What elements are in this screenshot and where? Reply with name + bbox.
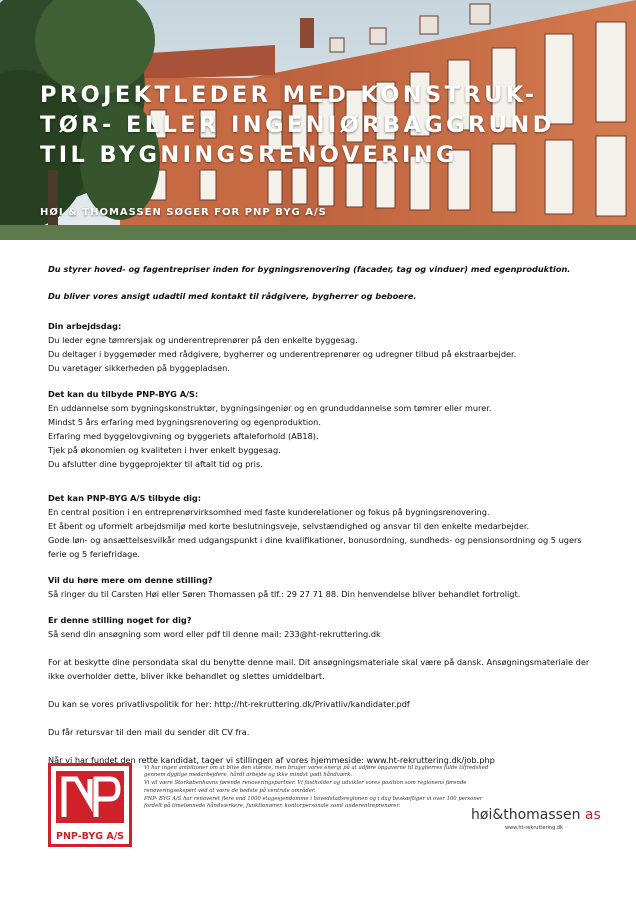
company-text-line: Vi har ingen ambitioner om at blive den største, men bruger vores energi på at udføre opgaverne til bygherres fulde tilfredshed gennem dygtige medarbejdere, hårdt arbejde og ikke mindst godt håndværk. xyxy=(144,765,489,779)
ht-logo-url: www.ht-rekruttering.dk xyxy=(505,825,563,831)
section-line: Så send din ansøgning som word eller pdf til denne mail: 233@ht-rekruttering.dk xyxy=(48,629,381,639)
company-text-line: PNP- BYG A/S har renoveret flere end 1000 etageejendomme i hovedstadsregionen og i dag beskæftiger vi over 100 personer fordelt på timelønnede håndværkere, funktionærer, kontorpersonale samt underentreprenører. xyxy=(144,795,483,810)
privacy-note: For at beskytte dine persondata skal du benytte denne mail. Dit ansøgningsmateriale skal være på dansk. Ansøgningsmateriale der ikke overholder dette, bliver ikke behandlet og slettes umiddelbart. xyxy=(48,657,590,681)
section-requirements xyxy=(48,387,598,471)
company-description xyxy=(144,765,489,811)
section-heading: Er denne stilling noget for dig? xyxy=(48,615,192,625)
section-line: En central position i en entreprenørvirksomhed med faste kunderelationer og fokus på bygningsrenovering. xyxy=(48,507,490,517)
page-title xyxy=(40,80,600,170)
section-offer xyxy=(48,491,598,561)
section-line: Du afslutter dine byggeprojekter til aftalt tid og pris. xyxy=(48,459,263,469)
section-line: Tjek på økonomien og kvaliteten i hver enkelt byggesag. xyxy=(48,445,281,455)
section-workday xyxy=(48,319,598,375)
section-line: Erfaring med byggelovgivning og byggeriets aftaleforhold (AB18). xyxy=(48,431,319,441)
title-line: TØR- ELLER INGENIØRBAGGRUND xyxy=(40,112,555,138)
ht-rekruttering-logo xyxy=(471,807,611,831)
section-line: Gode løn- og ansættelsesvilkår med udgangspunkt i dine kvalifikationer, bonusordning, sundheds- og pensionsordning og 5 ugers ferie og 5 feriefridage. xyxy=(48,535,582,559)
company-text-line: Vi vil være Storkøbenhavns førende renoveringspartner. Vi fastholder og udvikler vores position som regionens førende renoveringsekspert ved at være de bedste på centrale områder. xyxy=(144,780,467,794)
section-heading: Vil du høre mere om denne stilling? xyxy=(48,575,213,585)
section-line: Så ringer du til Carsten Høi eller Søren Thomassen på tlf.: 29 27 71 88. Din henvendelse bliver behandlet fortroligt. xyxy=(48,589,521,599)
section-line: Du varetager sikkerheden på byggepladsen. xyxy=(48,363,230,373)
section-line: Mindst 5 års erfaring med bygningsrenovering og egenproduktion. xyxy=(48,417,321,427)
section-heading: Det kan PNP-BYG A/S tilbyde dig: xyxy=(48,493,202,503)
pnp-logo-icon xyxy=(48,763,132,847)
section-contact xyxy=(48,573,598,601)
section-line: En uddannelse som bygningskonstruktør, bygningsingeniør og en grunduddannelse som tømrer eller murer. xyxy=(48,403,492,413)
section-line: Et åbent og uformelt arbejdsmiljø med korte beslutningsveje, selvstændighed og ansvar til den enkelte medarbejder. xyxy=(48,521,530,531)
hero-banner xyxy=(0,0,636,240)
pnp-byg-logo xyxy=(48,763,132,847)
reply-note: Du får retursvar til den mail du sender dit CV fra. xyxy=(48,727,250,737)
title-line: TIL BYGNINGSRENOVERING xyxy=(40,142,458,168)
section-line: Du deltager i byggemøder med rådgivere, bygherrer og underentreprenører og udregner tilbud på ekstraarbejder. xyxy=(48,349,517,359)
section-heading: Din arbejdsdag: xyxy=(48,321,122,331)
intro-line: Du bliver vores ansigt udadtil med kontakt til rådgivere, bygherrer og beboere. xyxy=(48,291,417,301)
intro-line: Du styrer hoved- og fagentrepriser inden for bygningsrenovering (facader, tag og vinduer) med egenproduktion. xyxy=(48,264,571,274)
privacy-policy-link[interactable]: Du kan se vores privatlivspolitik for her: http://ht-rekruttering.dk/Privatliv/kandidater.pdf xyxy=(48,699,410,709)
pnp-logo-text: PNP-BYG A/S xyxy=(55,831,125,842)
title-line: PROJEKTLEDER MED KONSTRUK- xyxy=(40,82,538,108)
job-description xyxy=(48,263,598,767)
page-subtitle: HØI & THOMASSEN SØGER FOR PNP BYG A/S xyxy=(40,207,327,218)
section-line: Du leder egne tømrersjak og underentreprenører på den enkelte byggesag. xyxy=(48,335,358,345)
ht-logo-name: høi&thomassen as xyxy=(471,807,601,823)
website-note: Når vi har fundet den rette kandidat, tager vi stillingen af vores hjemmeside: www.ht-rekruttering.dk/job.php xyxy=(48,755,495,765)
footer xyxy=(48,763,608,853)
section-apply xyxy=(48,613,598,641)
section-heading: Det kan du tilbyde PNP-BYG A/S: xyxy=(48,389,199,399)
